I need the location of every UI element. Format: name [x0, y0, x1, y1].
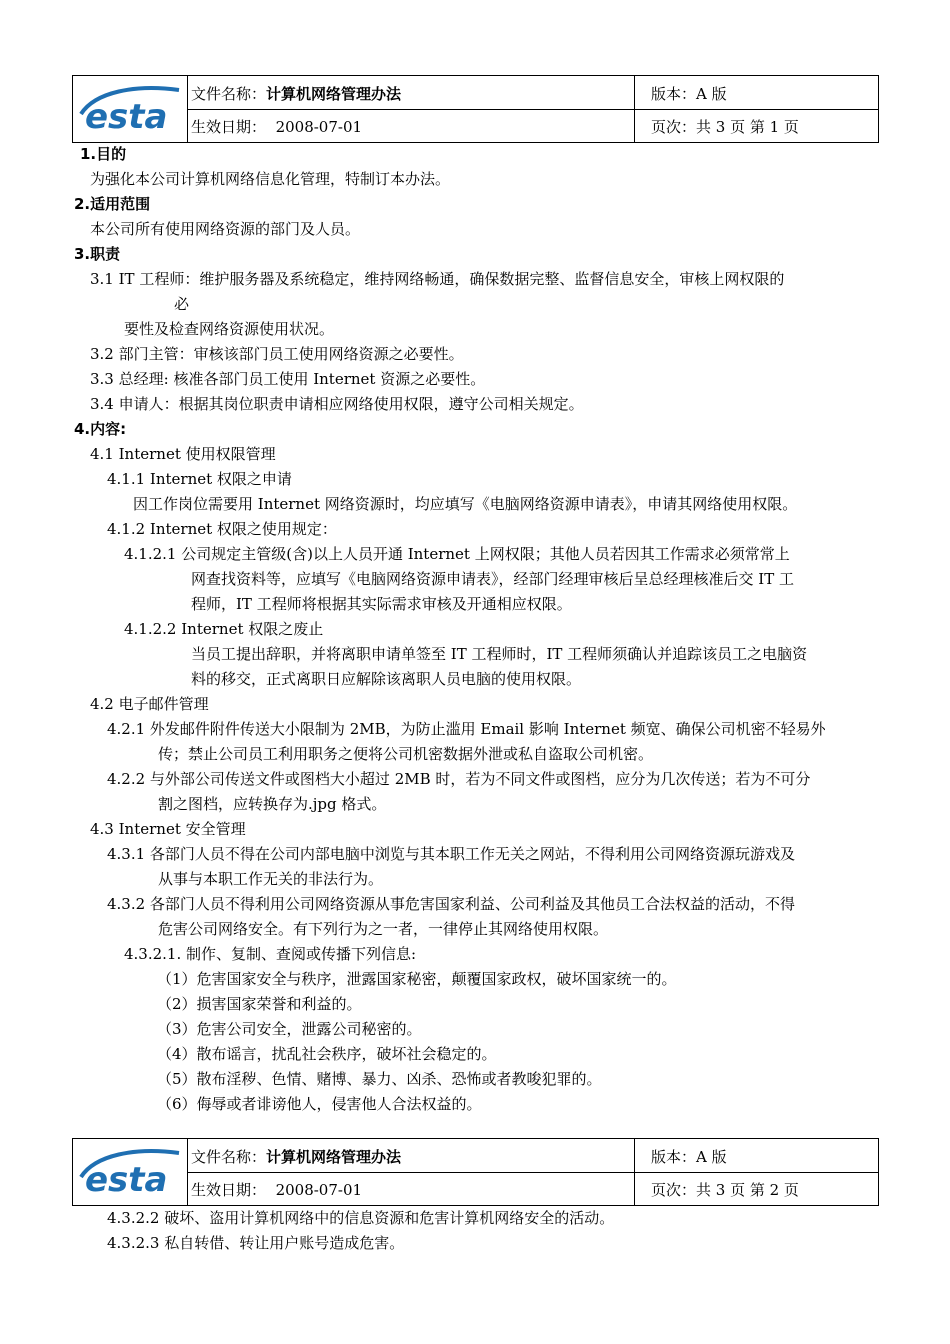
para-4-1-2-2: 4.1.2.2 Internet 权限之废止 — [124, 620, 324, 638]
para-4-3-2-2: 4.3.2.2 破坏、盗用计算机网络中的信息资源和危害计算机网络安全的活动。 — [107, 1209, 615, 1227]
para-4-3-1-cont: 从事与本职工作无关的非法行为。 — [158, 870, 384, 888]
list-item: （2）损害国家荣誉和利益的。 — [157, 995, 362, 1013]
esta-logo-icon — [75, 80, 185, 138]
section-3-title: 3.职责 — [74, 245, 121, 263]
para-4-1-2-1-cont2: 程师，IT 工程师将根据其实际需求审核及开通相应权限。 — [191, 595, 572, 613]
list-item: （1）危害国家安全与秩序，泄露国家秘密，颠覆国家政权，破坏国家统一的。 — [157, 970, 677, 988]
para-4-3-2-3: 4.3.2.3 私自转借、转让用户账号造成危害。 — [107, 1234, 405, 1252]
version-cell: 版本：A 版 — [651, 85, 727, 103]
page-number-cell: 页次：共 3 页 第 1 页 — [651, 118, 799, 136]
svg-text:esta: esta — [85, 97, 168, 137]
page-number-cell: 页次：共 3 页 第 2 页 — [651, 1181, 799, 1199]
para-4-1-2-1: 4.1.2.1 公司规定主管级(含)以上人员开通 Internet 上网权限；其他人员若因其工作需求必须常常上 — [124, 545, 790, 563]
para-4-2: 4.2 电子邮件管理 — [90, 695, 209, 713]
para-4-1: 4.1 Internet 使用权限管理 — [90, 445, 276, 463]
para-4-1-1-text: 因工作岗位需要用 Internet 网络资源时，均应填写《电脑网络资源申请表》，申请其网络使用权限。 — [133, 495, 798, 513]
para-4-2-1-cont: 传；禁止公司员工利用职务之便将公司机密数据外泄或私自盗取公司机密。 — [158, 745, 654, 763]
version-cell: 版本：A 版 — [651, 1148, 727, 1166]
list-item: （3）危害公司安全，泄露公司秘密的。 — [157, 1020, 422, 1038]
para-3-1-wrap: 必 — [174, 295, 190, 313]
effective-date: 2008-07-01 — [275, 118, 363, 136]
esta-logo-icon — [75, 1143, 185, 1201]
section-1-title: 1.目的 — [80, 145, 127, 163]
section-2-title: 2.适用范围 — [74, 195, 151, 213]
file-name: 计算机网络管理办法 — [266, 85, 402, 103]
para-4-3-2-1: 4.3.2.1. 制作、复制、查阅或传播下列信息: — [124, 945, 417, 963]
section-1-text: 为强化本公司计算机网络信息化管理，特制订本办法。 — [90, 170, 451, 188]
file-name-cell: 文件名称：计算机网络管理办法 — [191, 1148, 402, 1166]
page-header-2 — [72, 1138, 879, 1206]
para-3-2: 3.2 部门主管：审核该部门员工使用网络资源之必要性。 — [90, 345, 464, 363]
para-3-1-cont: 要性及检查网络资源使用状况。 — [124, 320, 335, 338]
list-item: （4）散布谣言，扰乱社会秩序，破坏社会稳定的。 — [157, 1045, 497, 1063]
file-name-cell: 文件名称：计算机网络管理办法 — [191, 85, 402, 103]
para-4-1-2-2-text: 当员工提出辞职，并将离职申请单签至 IT 工程师时，IT 工程师须确认并追踪该员工之电脑资 — [191, 645, 808, 663]
effective-date: 2008-07-01 — [275, 1181, 363, 1199]
para-3-1: 3.1 IT 工程师：维护服务器及系统稳定，维持网络畅通，确保数据完整、监督信息安全，审核上网权限的 — [90, 270, 785, 288]
section-4-title: 4.内容: — [74, 420, 127, 438]
file-name: 计算机网络管理办法 — [266, 1148, 402, 1166]
para-4-1-1: 4.1.1 Internet 权限之申请 — [107, 470, 292, 488]
para-4-1-2-2-cont: 料的移交，正式离职日应解除该离职人员电脑的使用权限。 — [191, 670, 582, 688]
para-4-2-1: 4.2.1 外发邮件附件传送大小限制为 2MB，为防止滥用 Email 影响 Internet 频宽、确保公司机密不轻易外 — [107, 720, 826, 738]
para-4-2-2-cont: 割之图档，应转换存为.jpg 格式。 — [158, 795, 387, 813]
para-4-1-2: 4.1.2 Internet 权限之使用规定： — [107, 520, 337, 538]
effective-date-cell: 生效日期： 2008-07-01 — [191, 118, 363, 136]
para-4-3-2: 4.3.2 各部门人员不得利用公司网络资源从事危害国家利益、公司利益及其他员工合法权益的活动，不得 — [107, 895, 795, 913]
svg-text:esta: esta — [85, 1160, 168, 1200]
para-4-1-2-1-cont: 网查找资料等，应填写《电脑网络资源申请表》，经部门经理审核后呈总经理核准后交 IT 工 — [191, 570, 794, 588]
company-logo — [72, 1139, 188, 1205]
para-4-3-1: 4.3.1 各部门人员不得在公司内部电脑中浏览与其本职工作无关之网站，不得利用公司网络资源玩游戏及 — [107, 845, 795, 863]
para-3-3: 3.3 总经理: 核准各部门员工使用 Internet 资源之必要性。 — [90, 370, 486, 388]
section-2-text: 本公司所有使用网络资源的部门及人员。 — [90, 220, 361, 238]
company-logo — [72, 76, 188, 142]
para-4-3-2-cont: 危害公司网络安全。有下列行为之一者，一律停止其网络使用权限。 — [158, 920, 609, 938]
para-3-4: 3.4 申请人：根据其岗位职责申请相应网络使用权限，遵守公司相关规定。 — [90, 395, 584, 413]
list-item: （5）散布淫秽、色情、赌博、暴力、凶杀、恐怖或者教唆犯罪的。 — [157, 1070, 602, 1088]
para-4-3: 4.3 Internet 安全管理 — [90, 820, 246, 838]
effective-date-cell: 生效日期： 2008-07-01 — [191, 1181, 363, 1199]
list-item: （6）侮辱或者诽谤他人，侵害他人合法权益的。 — [157, 1095, 482, 1113]
page-header-1 — [72, 75, 879, 143]
para-4-2-2: 4.2.2 与外部公司传送文件或图档大小超过 2MB 时，若为不同文件或图档，应分为几次传送；若为不可分 — [107, 770, 811, 788]
